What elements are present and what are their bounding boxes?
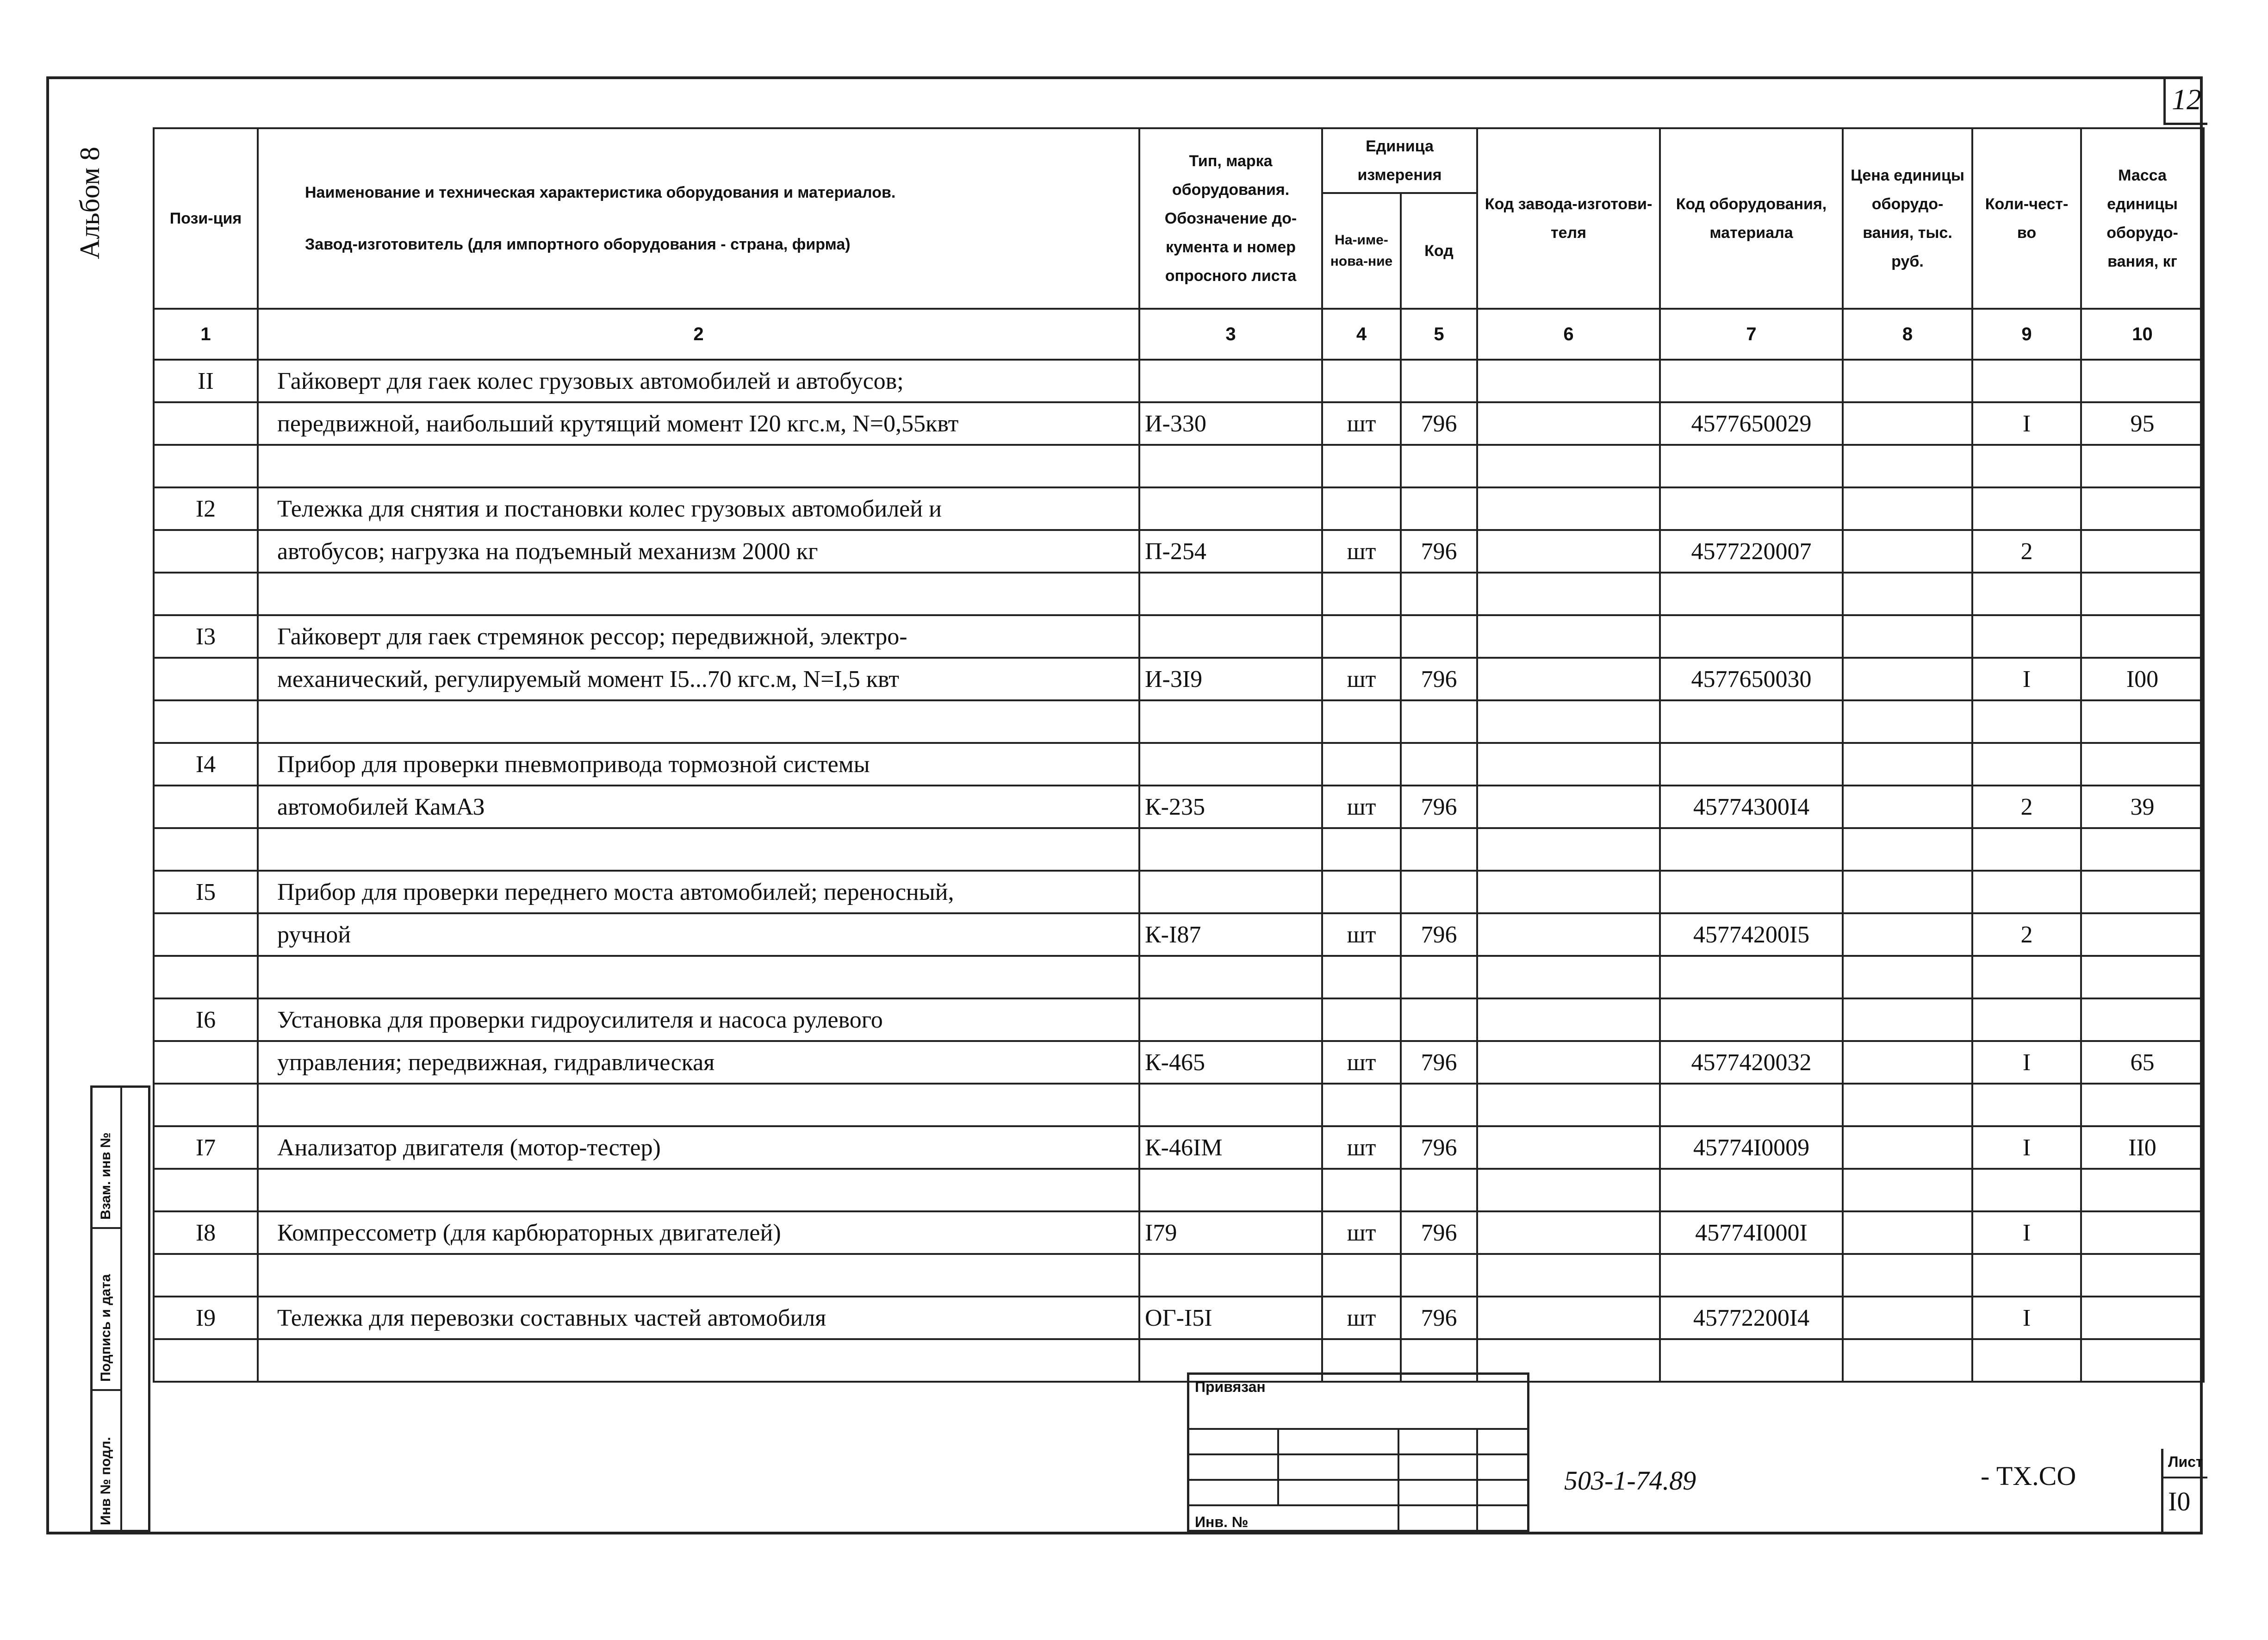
stamp-line	[1277, 1428, 1279, 1504]
row-name-line2: автобусов; нагрузка на подъемный механизм 2000 кг	[258, 530, 1139, 573]
row-position: I4	[154, 743, 258, 786]
row-name-line2: передвижной, наибольший крутящий момент I20 кгс.м, N=0,55квт	[258, 402, 1139, 445]
row-mass: 39	[2081, 786, 2204, 828]
table-row	[154, 1211, 2204, 1254]
table-row-spacer	[154, 1169, 2204, 1211]
row-position: II	[154, 360, 258, 402]
row-name-line1: Гайковерт для гаек колес грузовых автомобилей и автобусов;	[258, 360, 1139, 402]
row-position: I9	[154, 1297, 258, 1339]
table-row	[154, 743, 2204, 786]
row-name-line1: Компрессометр (для карбюраторных двигателей)	[258, 1211, 1139, 1254]
side-signature-date: Подпись и дата	[98, 1274, 113, 1382]
row-mass: 95	[2081, 402, 2204, 445]
row-unit-code: 796	[1401, 1126, 1477, 1169]
row-name-line1: Гайковерт для гаек стремянок рессор; передвижной, электро-	[258, 615, 1139, 658]
row-unit: шт	[1322, 786, 1401, 828]
row-name-line2: механический, регулируемый момент I5...70 кгс.м, N=I,5 квт	[258, 658, 1139, 700]
colnum-3: 3	[1139, 309, 1322, 360]
table-row	[154, 530, 2204, 573]
row-quantity: I	[1972, 658, 2081, 700]
row-unit-code: 796	[1401, 1041, 1477, 1084]
stamp-line	[1476, 1428, 1478, 1532]
row-equipment-code: 45772200I4	[1660, 1297, 1843, 1339]
header-unit-name: На-име-нова-ние	[1322, 193, 1401, 309]
attachment-stamp	[1187, 1372, 1529, 1532]
colnum-5: 5	[1401, 309, 1477, 360]
page-number: 12	[2163, 76, 2207, 125]
side-inv-no: Инв № подл.	[98, 1437, 113, 1525]
row-mass: I00	[2081, 658, 2204, 700]
album-label: Альбом 8	[75, 147, 105, 259]
sheet-box-line	[2163, 1477, 2207, 1478]
document-suffix: - ТХ.СО	[1981, 1461, 2076, 1491]
table-row	[154, 998, 2204, 1041]
table-row-spacer	[154, 445, 2204, 487]
colnum-6: 6	[1477, 309, 1660, 360]
table-row	[154, 1297, 2204, 1339]
row-type: К-235	[1139, 786, 1322, 828]
row-quantity: 2	[1972, 913, 2081, 956]
row-name-line1: Анализатор двигателя (мотор-тестер)	[258, 1126, 1139, 1169]
row-type: I79	[1139, 1211, 1322, 1254]
colnum-10: 10	[2081, 309, 2204, 360]
row-mass	[2081, 1211, 2204, 1254]
row-name-line1: Прибор для проверки пневмопривода тормозной системы	[258, 743, 1139, 786]
table-row	[154, 360, 2204, 402]
row-name-line1: Прибор для проверки переднего моста автомобилей; переносный,	[258, 871, 1139, 913]
header-mass: Масса единицы оборудо-вания, кг	[2081, 128, 2204, 309]
row-quantity: 2	[1972, 530, 2081, 573]
row-equipment-code: 4577650030	[1660, 658, 1843, 700]
side-stamp	[90, 1085, 150, 1532]
header-price: Цена единицы оборудо-вания, тыс. руб.	[1843, 128, 1972, 309]
row-quantity: 2	[1972, 786, 2081, 828]
row-position: I2	[154, 487, 258, 530]
side-replaces-inv: Взам. инв №	[98, 1132, 113, 1220]
row-unit: шт	[1322, 658, 1401, 700]
row-quantity: I	[1972, 1041, 2081, 1084]
header-name	[258, 128, 1139, 309]
row-name-line2: управления; передвижная, гидравлическая	[258, 1041, 1139, 1084]
row-unit: шт	[1322, 1041, 1401, 1084]
equipment-table	[153, 127, 2205, 1383]
row-unit-code: 796	[1401, 658, 1477, 700]
row-name-line1: Тележка для снятия и постановки колес грузовых автомобилей и	[258, 487, 1139, 530]
row-unit-code: 796	[1401, 530, 1477, 573]
header-position: Пози-ция	[154, 128, 258, 309]
row-position: I3	[154, 615, 258, 658]
row-position: I7	[154, 1126, 258, 1169]
row-equipment-code: 45774200I5	[1660, 913, 1843, 956]
row-type: К-465	[1139, 1041, 1322, 1084]
side-cell-inv	[93, 1391, 120, 1532]
header-type: Тип, марка оборудования. Обозначение до-кумента и номер опросного листа	[1139, 128, 1322, 309]
row-mass	[2081, 913, 2204, 956]
table-row	[154, 871, 2204, 913]
table-row	[154, 487, 2204, 530]
header-name-line1: Наименование и техническая характеристика оборудования и материалов.	[305, 184, 896, 201]
stamp-inv-label: Инв. №	[1195, 1514, 1249, 1530]
row-equipment-code: 45774I000I	[1660, 1211, 1843, 1254]
row-mass	[2081, 530, 2204, 573]
colnum-9: 9	[1972, 309, 2081, 360]
row-equipment-code: 4577650029	[1660, 402, 1843, 445]
row-type: И-3I9	[1139, 658, 1322, 700]
row-unit: шт	[1322, 1126, 1401, 1169]
row-unit-code: 796	[1401, 402, 1477, 445]
row-equipment-code: 4577420032	[1660, 1041, 1843, 1084]
row-equipment-code: 45774I0009	[1660, 1126, 1843, 1169]
row-unit-code: 796	[1401, 913, 1477, 956]
header-factory-code: Код завода-изготови-теля	[1477, 128, 1660, 309]
row-unit-code: 796	[1401, 1211, 1477, 1254]
table-row	[154, 1041, 2204, 1084]
row-type: К-46IМ	[1139, 1126, 1322, 1169]
row-unit: шт	[1322, 1211, 1401, 1254]
side-cell-signature	[93, 1229, 120, 1391]
header-unit-code: Код	[1401, 193, 1477, 309]
row-quantity: I	[1972, 1126, 2081, 1169]
table-row	[154, 786, 2204, 828]
sheet-number: I0	[2168, 1486, 2191, 1516]
row-name-line1: Установка для проверки гидроусилителя и насоса рулевого	[258, 998, 1139, 1041]
row-mass: II0	[2081, 1126, 2204, 1169]
table-row-spacer	[154, 1254, 2204, 1297]
row-equipment-code: 45774300I4	[1660, 786, 1843, 828]
row-unit: шт	[1322, 1297, 1401, 1339]
colnum-7: 7	[1660, 309, 1843, 360]
row-unit: шт	[1322, 402, 1401, 445]
header-unit: Единица измерения	[1322, 128, 1477, 193]
row-position: I8	[154, 1211, 258, 1254]
header-row	[154, 128, 2204, 193]
colnum-4: 4	[1322, 309, 1401, 360]
column-number-row	[154, 309, 2204, 360]
table-row	[154, 615, 2204, 658]
row-unit: шт	[1322, 530, 1401, 573]
stamp-line	[1398, 1428, 1399, 1532]
row-unit: шт	[1322, 913, 1401, 956]
row-quantity: I	[1972, 1211, 2081, 1254]
row-name-line2: ручной	[258, 913, 1139, 956]
table-row-spacer	[154, 828, 2204, 871]
row-type: П-254	[1139, 530, 1322, 573]
row-unit-code: 796	[1401, 786, 1477, 828]
row-mass: 65	[2081, 1041, 2204, 1084]
colnum-8: 8	[1843, 309, 1972, 360]
header-equipment-code: Код оборудования, материала	[1660, 128, 1843, 309]
table-row	[154, 1126, 2204, 1169]
row-name-line1: Тележка для перевозки составных частей автомобиля	[258, 1297, 1139, 1339]
row-position: I5	[154, 871, 258, 913]
row-type: К-I87	[1139, 913, 1322, 956]
side-stamp-divider	[120, 1088, 122, 1530]
table-row-spacer	[154, 956, 2204, 998]
colnum-1: 1	[154, 309, 258, 360]
table-row-spacer	[154, 700, 2204, 743]
document-code: 503-1-74.89	[1564, 1465, 1696, 1496]
table-row-spacer	[154, 1339, 2204, 1382]
row-position: I6	[154, 998, 258, 1041]
colnum-2: 2	[258, 309, 1139, 360]
table-row-spacer	[154, 573, 2204, 615]
row-unit-code: 796	[1401, 1297, 1477, 1339]
table-row	[154, 658, 2204, 700]
row-mass	[2081, 1297, 2204, 1339]
table-row	[154, 913, 2204, 956]
row-type: ОГ-I5I	[1139, 1297, 1322, 1339]
row-type: И-330	[1139, 402, 1322, 445]
header-quantity: Коли-чест-во	[1972, 128, 2081, 309]
stamp-attached-label: Привязан	[1195, 1378, 1266, 1395]
side-cell-replaces	[93, 1088, 120, 1229]
header-name-line2: Завод-изготовитель (для импортного оборудования - страна, фирма)	[305, 236, 851, 253]
row-quantity: I	[1972, 402, 2081, 445]
row-equipment-code: 4577220007	[1660, 530, 1843, 573]
row-quantity: I	[1972, 1297, 2081, 1339]
table-row	[154, 402, 2204, 445]
row-name-line2: автомобилей КамАЗ	[258, 786, 1139, 828]
table-row-spacer	[154, 1084, 2204, 1126]
sheet-label: Лист	[2168, 1453, 2203, 1470]
